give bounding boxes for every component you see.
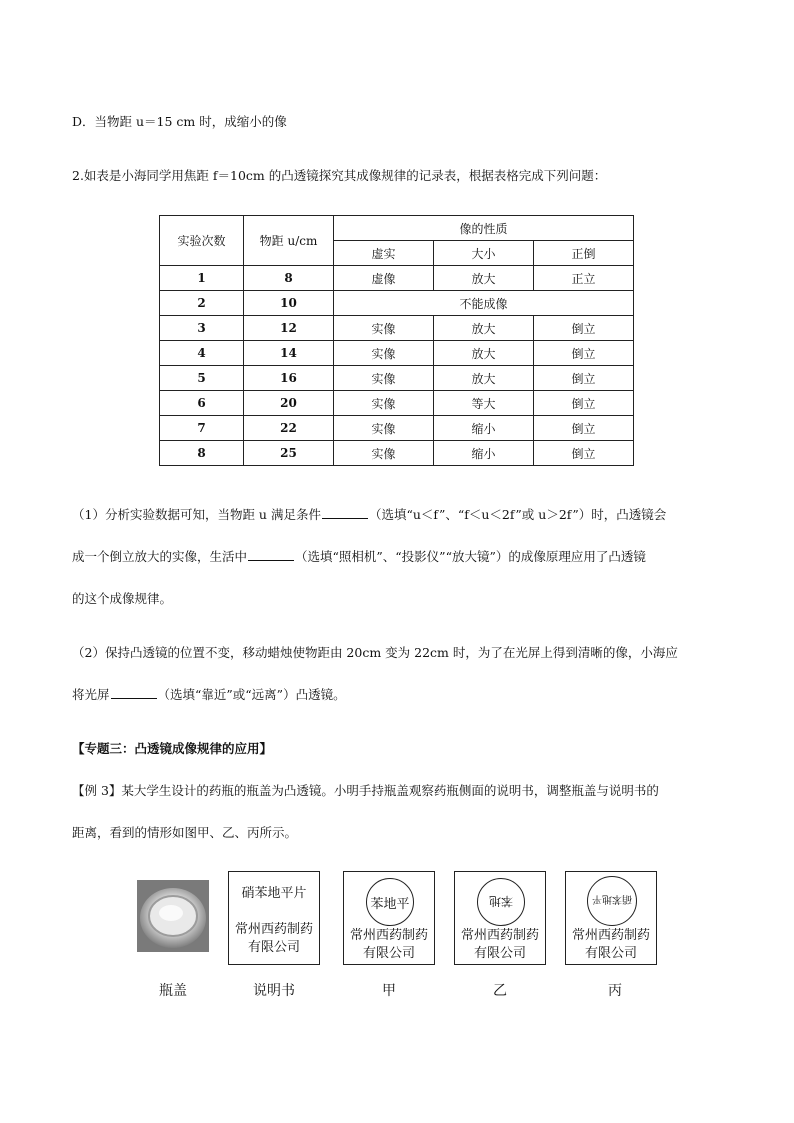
cell-distance: 22 [244,416,334,441]
table-row [160,441,634,466]
instruction-company-2: 有限公司 [247,940,300,955]
inverted-small-text: 硝苯地平 [592,893,632,904]
cell-no-image: 不能成像 [334,291,634,316]
cell-trial: 7 [160,416,244,441]
header-trial: 实验次数 [160,216,244,266]
part-1-text: 成一个倒立放大的实像，生活中 [72,549,248,564]
cell-orient: 倒立 [534,441,634,466]
cell-trial: 5 [160,366,244,391]
cell-orient: 倒立 [534,316,634,341]
header-size: 大小 [434,241,534,266]
part-1-line-1 [72,505,666,523]
cell-trial: 6 [160,391,244,416]
cell-size: 放大 [434,341,534,366]
table-row [160,416,634,441]
part-1-line-3: 的这个成像规律。 [72,591,173,606]
figure-jia [343,871,435,965]
table-row [160,366,634,391]
cell-size: 缩小 [434,441,534,466]
answer-blank[interactable] [248,549,294,561]
part-2-line-2 [72,685,346,703]
cell-size: 缩小 [434,416,534,441]
cell-distance: 14 [244,341,334,366]
cell-distance: 10 [244,291,334,316]
cell-distance: 8 [244,266,334,291]
topic-heading: 【专题三：凸透镜成像规律的应用】 [72,741,273,756]
caption-jia: 甲 [382,983,396,999]
cell-distance: 12 [244,316,334,341]
figure-company-2: 有限公司 [362,946,415,961]
cell-real: 实像 [334,316,434,341]
lens-circle [477,878,525,926]
cell-real: 实像 [334,366,434,391]
cell-orient: 倒立 [534,391,634,416]
part-1-text: （选填“u＜f”、“f＜u＜2f”或 u＞2f”）时，凸透镜会 [368,507,667,522]
table-row [160,291,634,316]
caption-bing: 丙 [608,983,622,999]
lens-circle [587,876,637,926]
cell-orient: 倒立 [534,341,634,366]
experiment-table [159,215,634,466]
part-2-text: 将光屏 [72,687,110,702]
caption-instruction: 说明书 [253,983,295,999]
figure-company-2: 有限公司 [584,946,637,961]
cell-trial: 3 [160,316,244,341]
figure-company-1: 常州西药制药 [571,928,650,943]
cell-size: 放大 [434,366,534,391]
table-row [160,341,634,366]
figure-company-2: 有限公司 [473,946,526,961]
part-2-line-1: （2）保持凸透镜的位置不变，移动蜡烛使物距由 20cm 变为 22cm 时，为了在光屏上得到清晰的像，小海应 [72,645,678,660]
figure-company-1: 常州西药制药 [349,928,428,943]
cell-trial: 4 [160,341,244,366]
inverted-text: 苯地 [488,894,513,908]
part-1-line-2 [72,547,646,565]
option-d: D．当物距 u＝15 cm 时，成缩小的像 [72,114,287,129]
instruction-title: 硝苯地平片 [241,886,307,901]
instruction-sheet [228,871,320,965]
cell-real: 实像 [334,441,434,466]
table-row [160,316,634,341]
cell-real: 实像 [334,341,434,366]
figure-bing [565,871,657,965]
cell-real: 实像 [334,416,434,441]
cell-real: 实像 [334,391,434,416]
cell-size: 放大 [434,266,534,291]
answer-blank[interactable] [111,687,157,699]
header-orientation: 正倒 [534,241,634,266]
cell-orient: 倒立 [534,366,634,391]
lens-circle [366,878,414,926]
caption-bottle-cap: 瓶盖 [159,983,187,999]
cell-distance: 16 [244,366,334,391]
table-row [160,266,634,291]
part-1-text: （1）分析实验数据可知，当物距 u 满足条件 [72,507,321,522]
cell-distance: 20 [244,391,334,416]
cell-orient: 正立 [534,266,634,291]
figure-company-1: 常州西药制药 [460,928,539,943]
example-3-line-1: 【例 3】某大学生设计的药瓶的瓶盖为凸透镜。小明手持瓶盖观察药瓶侧面的说明书，调整瓶盖与说明书的 [72,783,659,798]
magnified-text: 苯地平 [370,897,410,912]
caption-yi: 乙 [493,983,507,999]
cell-trial: 2 [160,291,244,316]
example-3-line-2: 距离，看到的情形如图甲、乙、丙所示。 [72,825,298,840]
bottle-cap-image [137,880,209,952]
header-real-virtual: 虚实 [334,241,434,266]
header-image-nature: 像的性质 [334,216,634,241]
cell-size: 等大 [434,391,534,416]
cell-trial: 8 [160,441,244,466]
instruction-company-1: 常州西药制药 [234,922,313,937]
bottle-cap-icon [137,880,209,952]
answer-blank[interactable] [322,507,368,519]
part-1-text: （选填“照相机”、“投影仪”“放大镜”）的成像原理应用了凸透镜 [295,549,646,564]
question-2-intro: 2.如表是小海同学用焦距 f＝10cm 的凸透镜探究其成像规律的记录表，根据表格完成下列问题： [72,168,607,183]
cell-real: 虚像 [334,266,434,291]
cell-orient: 倒立 [534,416,634,441]
part-2-text: （选填“靠近”或“远离”）凸透镜。 [157,687,346,702]
cell-size: 放大 [434,316,534,341]
table-row [160,391,634,416]
figure-yi [454,871,546,965]
cell-distance: 25 [244,441,334,466]
cell-trial: 1 [160,266,244,291]
header-distance: 物距 u/cm [244,216,334,266]
